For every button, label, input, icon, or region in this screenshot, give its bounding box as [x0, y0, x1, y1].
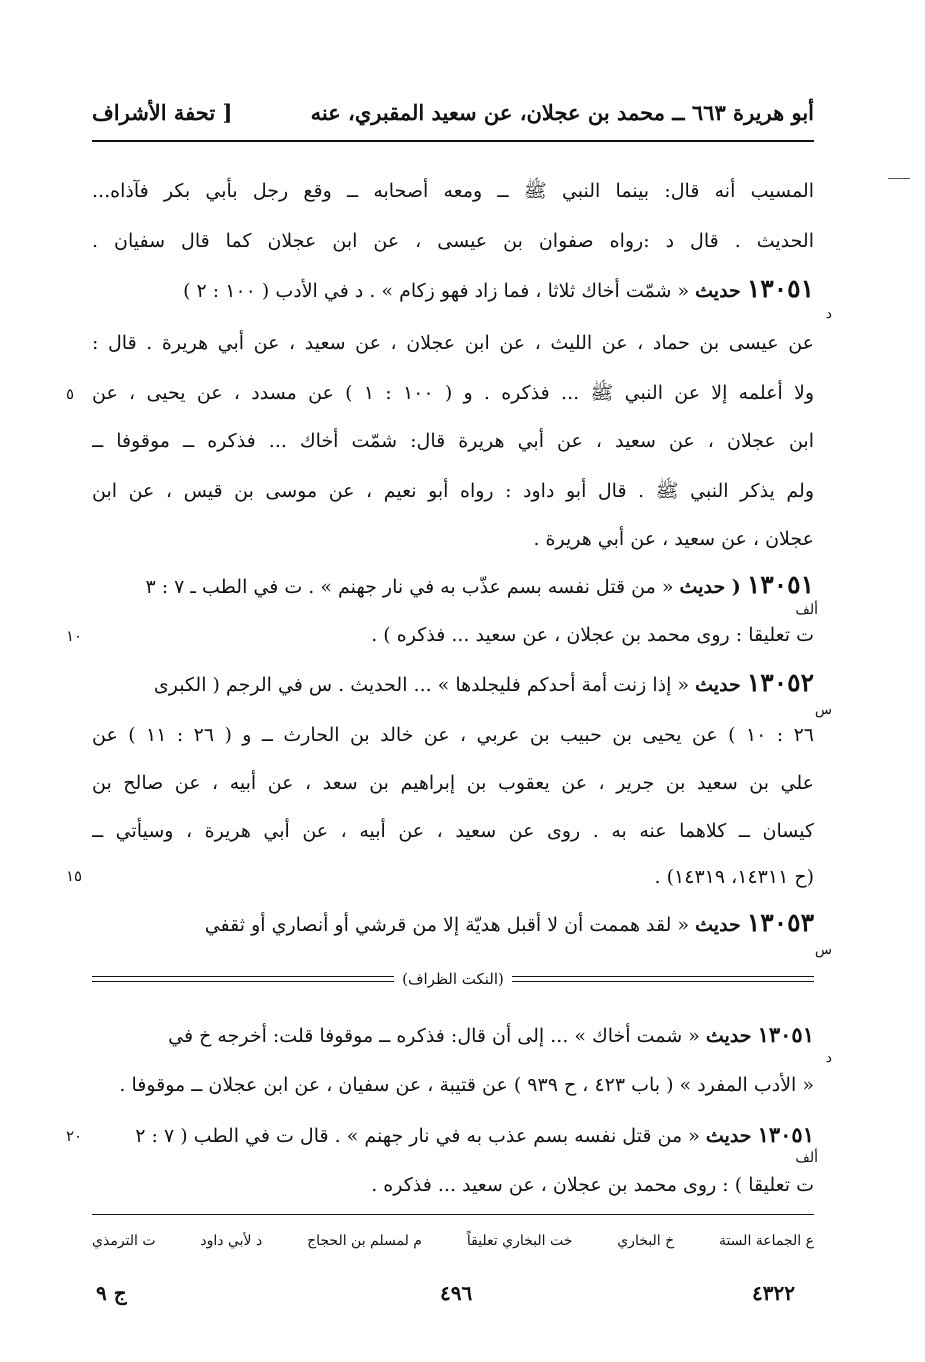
hadith-siglum: س: [814, 942, 832, 958]
margin-dash: [888, 178, 910, 179]
body-line: ت تعليقا : روى محمد بن عجلان ، عن سعيد ... فذكره ) .: [371, 624, 814, 646]
hadith-entry: [92, 904, 814, 942]
hadith-siglum: س: [814, 702, 832, 718]
nukat-siglum: د: [825, 1050, 832, 1066]
body-line: كيسان ــ كلاهما عنه به . روى عن سعيد ، عن أبيه ، عن أبي هريرة ، وسيأتي ــ: [92, 820, 814, 842]
hadith-label: حديث: [695, 674, 741, 696]
nukat-entry: [92, 1116, 814, 1154]
abbreviation: د لأبي داود: [200, 1233, 263, 1249]
nukat-number: ١٣٠٥١: [757, 1022, 814, 1047]
body-line: ٢٦ : ١٠ ) عن يحيى بن حبيب بن عربي ، عن خالد بن الحارث ــ و ( ٢٦ : ١١ ) عن: [92, 724, 814, 746]
hadith-text: « إذا زنت أمة أحدكم فليجلدها » ... الحديث . س في الرجم ( الكبرى: [153, 674, 690, 696]
margin-line-number: ١٠: [66, 627, 83, 645]
entry-counter: ٤٣٢٢: [752, 1281, 795, 1305]
hadith-label: ( حديث: [679, 576, 741, 598]
hadith-entry: [92, 270, 814, 308]
volume-label: ج ٩: [96, 1281, 127, 1305]
nukat-line: « الأدب المفرد » ( باب ٤٢٣ ، ح ٩٣٩ ) عن قتيبة ، عن سفيان ، عن ابن عجلان ــ موقوفا .: [119, 1074, 814, 1096]
hadith-number: ١٣٠٥١: [746, 570, 814, 599]
separator-rule: [512, 976, 814, 982]
hadith-siglum: د: [825, 306, 832, 322]
abbreviation: خت البخاري تعليقاً: [466, 1233, 573, 1249]
nukat-separator: [92, 964, 814, 994]
hadith-number: ١٣٠٥٢: [746, 668, 814, 697]
body-line: الحديث . قال د :رواه صفوان بن عيسى ، عن ابن عجلان كما قال سفيان .: [92, 230, 814, 252]
margin-line-number: ٢٠: [66, 1127, 83, 1145]
header-title-left: [ تحفة الأشراف: [92, 99, 233, 125]
separator-rule: [92, 976, 394, 982]
hadith-number: ١٣٠٥٣: [746, 908, 814, 937]
abbreviation: خ البخاري: [617, 1233, 675, 1249]
nukat-label: حديث: [705, 1125, 752, 1147]
abbreviations-key: [92, 1226, 814, 1256]
nukat-label: حديث: [705, 1025, 752, 1047]
nukat-number: ١٣٠٥١: [757, 1122, 814, 1147]
margin-line-number: ١٥: [66, 867, 83, 885]
hadith-siglum: ألف: [795, 602, 818, 618]
nukat-siglum: ألف: [795, 1150, 818, 1166]
hadith-number: ١٣٠٥١: [746, 274, 814, 303]
body-line: ابن عجلان ، عن سعيد ، عن أبي هريرة قال: شمّت أخاك ... فذكره ــ موقوفا ــ: [92, 430, 814, 452]
footnote-rule: [92, 1214, 814, 1215]
body-line: ولم يذكر النبي ﷺ . قال أبو داود : رواه أبو نعيم ، عن موسى بن قيس ، عن ابن: [92, 480, 814, 502]
hadith-label: حديث: [695, 914, 741, 936]
header-rule: [92, 140, 814, 142]
hadith-label: حديث: [695, 280, 741, 302]
hadith-entry: [92, 566, 814, 604]
body-line: عن عيسى بن حماد ، عن الليث ، عن ابن عجلان ، عن سعيد ، عن أبي هريرة . قال :: [92, 332, 814, 354]
header-title-right: أبو هريرة ٦٦٣ ــ محمد بن عجلان، عن سعيد المقبري، عنه: [310, 99, 814, 125]
nukat-text: « من قتل نفسه بسم عذب به في نار جهنم » . قال ت في الطب ( ٧ : ٢: [135, 1125, 700, 1147]
abbreviation: ت الترمذي: [92, 1233, 156, 1249]
running-header: [92, 92, 814, 132]
hadith-text: « من قتل نفسه بسم عذّب به في نار جهنم » . ت في الطب ـ ٧ : ٣: [145, 576, 674, 598]
nukat-entry: [92, 1016, 814, 1054]
body-line: علي بن سعيد بن جرير ، عن يعقوب بن إبراهيم بن سعد ، عن أبيه ، عن صالح بن: [92, 772, 814, 794]
separator-label: (النكت الظراف): [402, 970, 504, 988]
margin-line-number: ٥: [66, 385, 75, 403]
body-line: (ح ١٤٣١١، ١٤٣١٩) .: [654, 866, 814, 888]
body-line: عجلان ، عن سعيد ، عن أبي هريرة .: [533, 528, 814, 550]
abbreviation: ع الجماعة الستة: [718, 1233, 814, 1249]
hadith-text: « شمّت أخاك ثلاثا ، فما زاد فهو زكام » . د في الأدب ( ١٠٠ : ٢ ): [183, 280, 690, 302]
hadith-entry: [92, 664, 814, 702]
nukat-line: ت تعليقا ) : روى محمد بن عجلان ، عن سعيد ... فذكره .: [371, 1174, 814, 1196]
abbreviation: م لمسلم بن الحجاج: [307, 1233, 422, 1249]
body-line: ولا أعلمه إلا عن النبي ﷺ ... فذكره . و ( ١٠٠ : ١ ) عن مسدد ، عن يحيى ، عن: [92, 382, 814, 404]
hadith-text: « لقد هممت أن لا أقبل هديّة إلا من قرشي أو أنصاري أو ثقفي: [204, 914, 690, 936]
body-line: المسيب أنه قال: بينما النبي ﷺ ــ ومعه أصحابه ــ وقع رجل بأبي بكر فآذاه...: [92, 180, 814, 202]
nukat-text: « شمت أخاك » ... إلى أن قال: فذكره ــ موقوفا قلت: أخرجه خ في: [168, 1025, 700, 1047]
page-number: ٤٩٦: [440, 1281, 473, 1305]
